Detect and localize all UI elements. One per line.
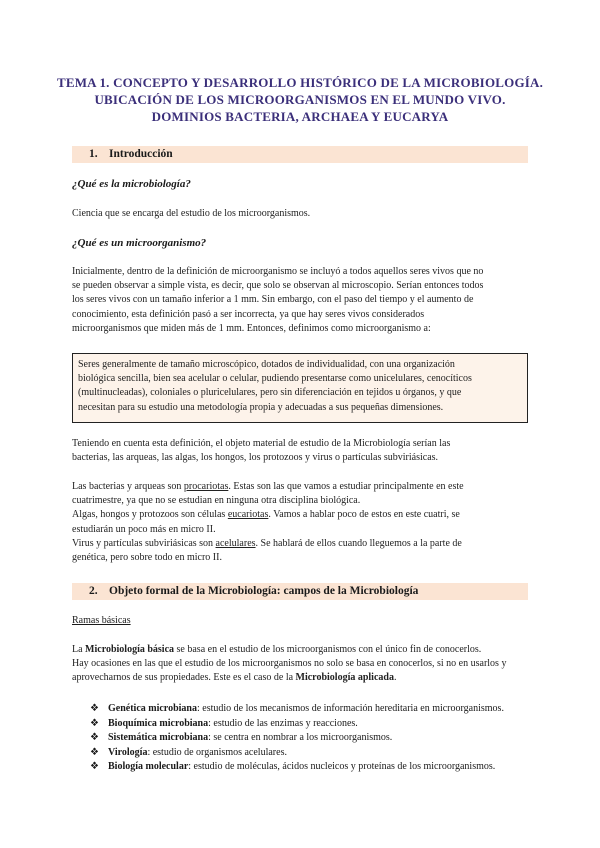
paragraph-line: Hay ocasiones en las que el estudio de los microorganismos no solo se basa en conocerlos, si no en usarlos y [72,658,507,670]
paragraph-line [72,671,532,685]
diamond-bullet-icon: ❖ [90,761,99,773]
term-microbiologia-aplicada: Microbiología aplicada [295,672,394,684]
question-microbiologia: ¿Qué es la microbiología? [72,178,191,190]
text-run: Algas, hongos y protozoos son células [72,509,228,521]
text-run: . Estas son las que vamos a estudiar principalmente en este [228,481,464,492]
branch-name: Sistemática microbiana [108,732,209,744]
definition-line: biológica sencilla, bien sea acelular o celular, pudiendo presentarse como unicelulares, cenocíticos [78,373,472,385]
branch-desc: : estudio de las enzimas y reacciones. [208,717,358,729]
diamond-bullet-icon: ❖ [90,703,99,714]
branch-desc: : estudio de organismos acelulares. [147,746,287,758]
branch-desc: : estudio de moléculas, ácidos nucleicos y proteínas de los microorganismos. [188,761,496,773]
paragraph-definicion-intro [72,265,532,336]
diamond-bullet-icon: ❖ [90,746,99,758]
paragraph-objeto-material [72,437,532,465]
branch-desc: : se centra en nombrar a los microorganismos. [208,732,393,744]
list-item [90,702,504,717]
paragraph-ramas [72,643,532,686]
paragraph-line: genética, pero sobre todo en micro II. [72,552,222,564]
section-title: Introducción [109,148,173,160]
branch-desc: : estudio de los mecanismos de información hereditaria en microorganismos. [196,703,504,714]
section-number: 2. [89,585,98,597]
paragraph-line [72,643,532,657]
answer-line: Ciencia que se encarga del estudio de los microorganismos. [72,208,311,219]
paragraph-line [72,537,532,551]
question-microorganismo: ¿Qué es un microorganismo? [72,237,207,249]
list-item [90,746,504,761]
text-run: Las bacterias y arqueas son [72,481,184,492]
definition-box [72,353,528,423]
title-line-1: TEMA 1. CONCEPTO Y DESARROLLO HISTÓRICO DE LA MICROBIOLOGÍA. [56,75,544,90]
diamond-bullet-icon: ❖ [90,732,99,744]
paragraph-line: microorganismos que miden más de 1 mm. Entonces, definimos como microorganismo a: [72,322,431,334]
title-line-3: DOMINIOS BACTERIA, ARCHAEA Y EUCARYA [151,109,449,124]
answer-microbiologia [72,207,532,221]
branch-name: Virología [108,746,148,758]
term-acelulares: acelulares [215,537,256,549]
document-title [40,74,560,125]
text-run: . Se hablará de ellos cuando lleguemos a la parte de [255,537,462,549]
text-run: Virus y partículas subviriásicas son [72,537,216,549]
title-line-2: UBICACIÓN DE LOS MICROORGANISMOS EN EL MUNDO VIVO. [94,92,506,107]
branch-name: Bioquímica microbiana [108,717,209,729]
text-run: aprovecharnos de sus propiedades. Este es el caso de la [72,672,296,684]
paragraph-line: estudiarán un poco más en micro II. [72,523,216,535]
paragraph-grupos [72,480,532,565]
definition-line: Seres generalmente de tamaño microscópico, dotados de individualidad, con una organización [78,359,455,370]
list-item [90,760,504,775]
paragraph-line [72,508,532,522]
paragraph-line: conocimiento, esta definición pasó a ser incorrecta, ya que hay seres vivos considerados [72,308,425,320]
section-heading-objeto-formal [72,583,528,600]
term-eucariotas: eucariotas [227,509,269,521]
section-number: 1. [89,148,98,160]
term-microbiologia-basica: Microbiología básica [85,644,175,655]
text-run: . Vamos a hablar poco de estos en este cuatri, se [268,509,460,521]
paragraph-line: Inicialmente, dentro de la definición de microorganismo se incluyó a todos aquellos seres vivos que no [72,266,484,277]
definition-line: (multinucleadas), coloniales o pluricelulares, pero sin diferenciación en tejidos u órganos, y que [78,387,462,399]
text-run: La [72,644,86,655]
list-item [90,731,504,746]
text-run: . [393,672,397,684]
branches-list [90,702,504,775]
paragraph-line: los seres vivos con un tamaño inferior a 1 mm. Sin embargo, con el paso del tiempo y el aumento de [72,294,474,306]
definition-line: necesitan para su estudio una metodología propia y adecuadas a sus pequeñas dimensiones. [78,401,444,413]
paragraph-line: bacterias, las arqueas, las algas, los hongos, los protozoos y virus o partículas subviriásicas. [72,452,439,464]
branch-name: Genética microbiana [108,703,197,714]
text-run: se basa en el estudio de los microorganismos con el único fin de conocerlos. [174,644,482,655]
branch-name: Biología molecular [108,761,189,773]
paragraph-line: Teniendo en cuenta esta definición, el objeto material de estudio de la Microbiología serían las [72,438,451,449]
diamond-bullet-icon: ❖ [90,717,99,729]
list-item [90,717,504,732]
paragraph-line: cuatrimestre, ya que no se estudian en ninguna otra disciplina biológica. [72,495,361,507]
term-procariotas: procariotas [183,481,229,492]
paragraph-line: se pueden observar a simple vista, es decir, que solo se observan al microscopio. Serían entonces todos [72,280,484,292]
section-heading-introduccion [72,146,528,163]
paragraph-line [72,480,532,494]
subheading-ramas-basicas: Ramas básicas [72,615,131,626]
section-title: Objeto formal de la Microbiología: campos de la Microbiología [109,585,419,597]
